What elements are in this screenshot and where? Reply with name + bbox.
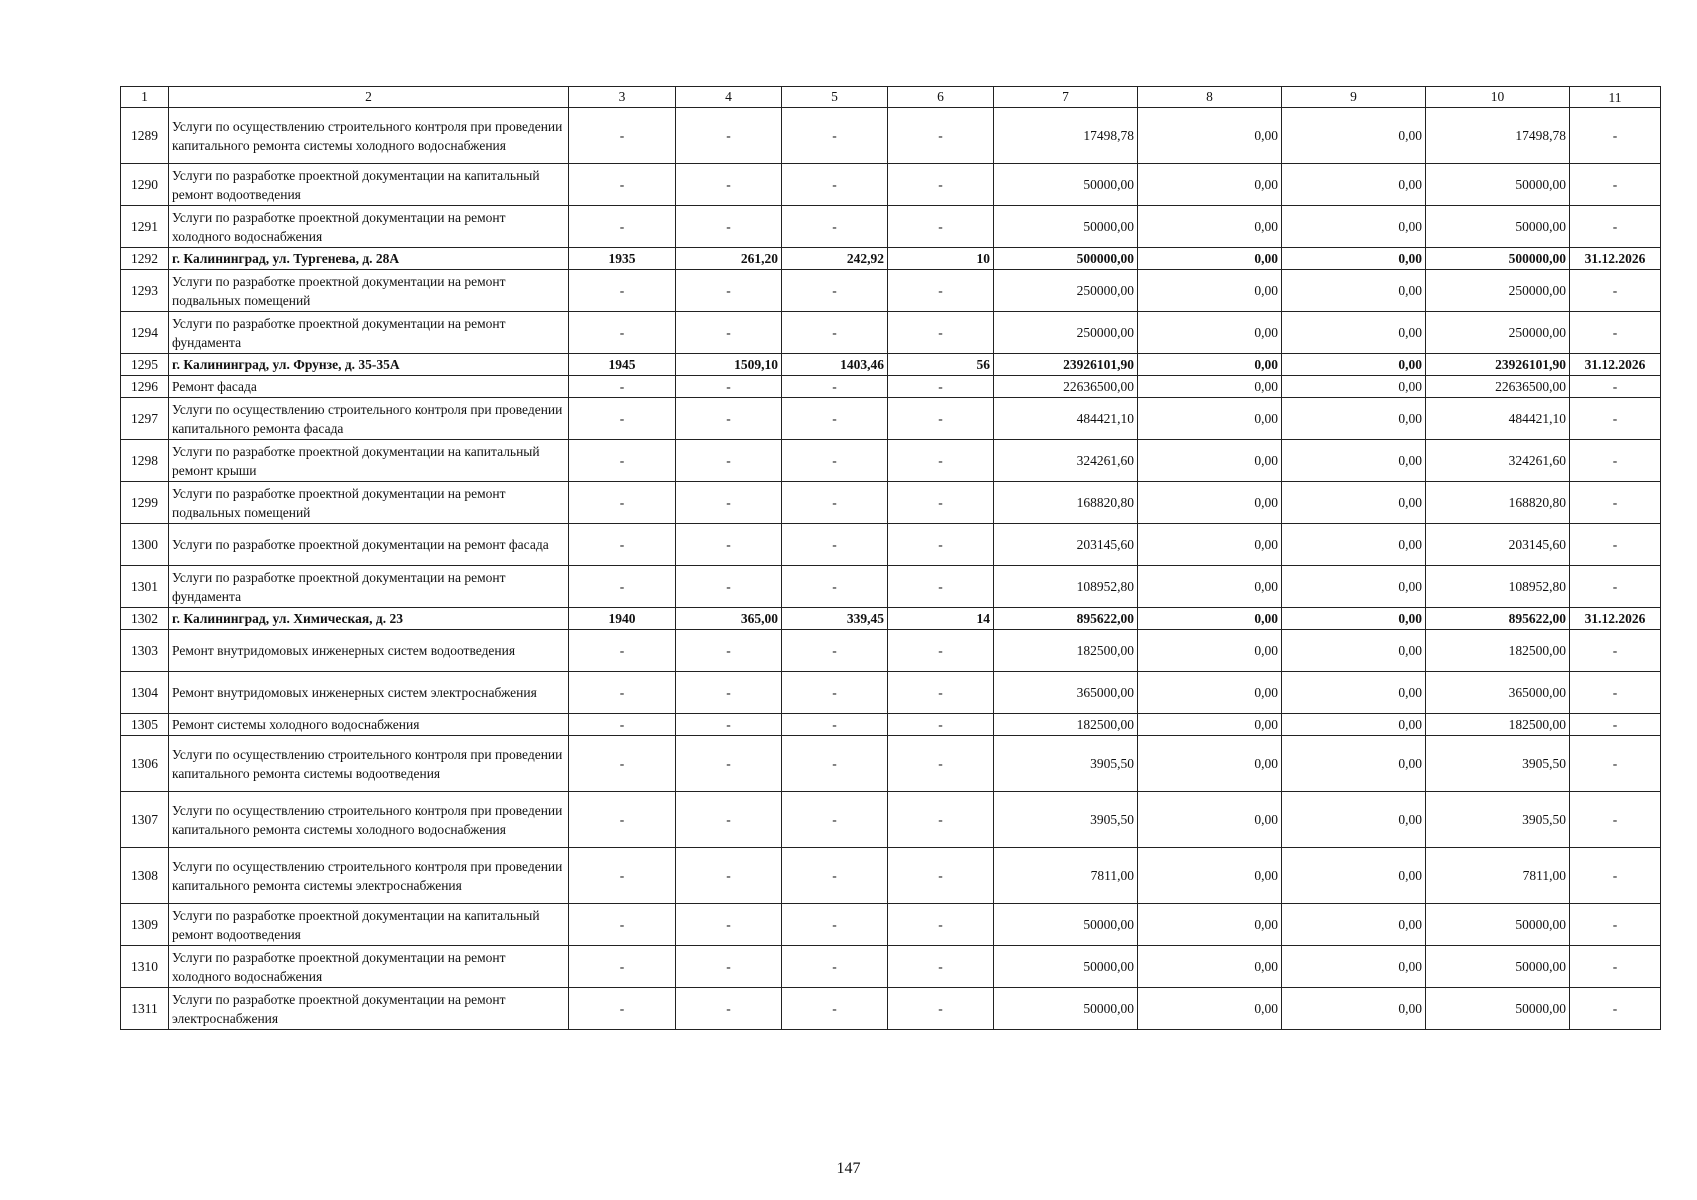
cell-col-10: 3905,50 (1426, 736, 1570, 792)
cell-col-10: 365000,00 (1426, 672, 1570, 714)
cell-col-8: 0,00 (1138, 630, 1282, 672)
cell-col-3: - (569, 566, 676, 608)
cell-col-7: 50000,00 (994, 988, 1138, 1030)
row-number: 1309 (121, 904, 169, 946)
cell-col-7: 895622,00 (994, 608, 1138, 630)
cell-col-5: - (782, 270, 888, 312)
cell-col-10: 7811,00 (1426, 848, 1570, 904)
cell-col-10: 50000,00 (1426, 904, 1570, 946)
cell-col-7: 500000,00 (994, 248, 1138, 270)
cell-col-4: - (676, 630, 782, 672)
cell-col-3: - (569, 164, 676, 206)
cell-col-5: - (782, 524, 888, 566)
work-description: Услуги по осуществлению строительного контроля при проведении капитального ремонта системы электроснабжения (169, 848, 569, 904)
row-number: 1306 (121, 736, 169, 792)
cell-col-8: 0,00 (1138, 108, 1282, 164)
cell-col-7: 324261,60 (994, 440, 1138, 482)
work-description: Услуги по разработке проектной документации на ремонт холодного водоснабжения (169, 206, 569, 248)
cell-col-7: 7811,00 (994, 848, 1138, 904)
cell-col-11: - (1570, 672, 1661, 714)
cell-col-3: - (569, 630, 676, 672)
work-item-row (121, 714, 1661, 736)
cell-col-5: - (782, 792, 888, 848)
cell-col-6: - (888, 946, 994, 988)
cell-col-6: - (888, 736, 994, 792)
cell-col-5: - (782, 398, 888, 440)
cell-col-10: 500000,00 (1426, 248, 1570, 270)
work-description: Услуги по разработке проектной документации на ремонт электроснабжения (169, 988, 569, 1030)
cell-col-6: - (888, 672, 994, 714)
cell-col-5: - (782, 376, 888, 398)
cell-col-5: - (782, 108, 888, 164)
cell-col-8: 0,00 (1138, 714, 1282, 736)
cell-col-9: 0,00 (1282, 988, 1426, 1030)
cell-col-8: 0,00 (1138, 946, 1282, 988)
cell-col-7: 108952,80 (994, 566, 1138, 608)
cell-col-7: 3905,50 (994, 792, 1138, 848)
cell-col-3: - (569, 206, 676, 248)
cell-col-5: 1403,46 (782, 354, 888, 376)
cell-col-4: - (676, 736, 782, 792)
cell-col-9: 0,00 (1282, 206, 1426, 248)
cell-col-10: 50000,00 (1426, 164, 1570, 206)
cell-col-10: 324261,60 (1426, 440, 1570, 482)
cell-col-3: - (569, 270, 676, 312)
work-item-row (121, 108, 1661, 164)
cell-col-4: - (676, 946, 782, 988)
cell-col-9: 0,00 (1282, 904, 1426, 946)
cell-col-11: - (1570, 270, 1661, 312)
cell-col-11: - (1570, 988, 1661, 1030)
row-number: 1292 (121, 248, 169, 270)
cell-col-7: 182500,00 (994, 630, 1138, 672)
cell-col-6: - (888, 714, 994, 736)
cell-col-6: - (888, 848, 994, 904)
cell-col-10: 182500,00 (1426, 630, 1570, 672)
cell-col-6: - (888, 904, 994, 946)
cell-col-7: 50000,00 (994, 946, 1138, 988)
cell-col-8: 0,00 (1138, 736, 1282, 792)
work-item-row (121, 482, 1661, 524)
cell-col-4: - (676, 376, 782, 398)
cell-col-11: - (1570, 792, 1661, 848)
cell-col-8: 0,00 (1138, 608, 1282, 630)
work-item-row (121, 398, 1661, 440)
address-row (121, 248, 1661, 270)
page-number: 147 (836, 1160, 861, 1177)
cell-col-6: - (888, 312, 994, 354)
cell-col-3: - (569, 792, 676, 848)
cell-col-3: - (569, 524, 676, 566)
column-number: 4 (676, 87, 782, 108)
work-item-row (121, 566, 1661, 608)
cell-col-4: - (676, 848, 782, 904)
cell-col-5: - (782, 312, 888, 354)
cell-col-3: - (569, 440, 676, 482)
cell-col-3: 1940 (569, 608, 676, 630)
cell-col-5: - (782, 164, 888, 206)
row-number: 1290 (121, 164, 169, 206)
cell-col-11: - (1570, 904, 1661, 946)
work-description: Ремонт внутридомовых инженерных систем электроснабжения (169, 672, 569, 714)
cell-col-4: 261,20 (676, 248, 782, 270)
cell-col-3: - (569, 376, 676, 398)
cell-col-5: - (782, 946, 888, 988)
column-number: 11 (1570, 87, 1661, 108)
row-number: 1307 (121, 792, 169, 848)
cell-col-10: 3905,50 (1426, 792, 1570, 848)
cell-col-7: 182500,00 (994, 714, 1138, 736)
address-row (121, 608, 1661, 630)
cell-col-3: - (569, 672, 676, 714)
cell-col-10: 250000,00 (1426, 312, 1570, 354)
cell-col-9: 0,00 (1282, 672, 1426, 714)
cell-col-11: 31.12.2026 (1570, 354, 1661, 376)
cell-col-6: 56 (888, 354, 994, 376)
cell-col-6: - (888, 108, 994, 164)
work-description: г. Калининград, ул. Химическая, д. 23 (169, 608, 569, 630)
cell-col-9: 0,00 (1282, 248, 1426, 270)
cell-col-8: 0,00 (1138, 904, 1282, 946)
row-number: 1300 (121, 524, 169, 566)
cell-col-10: 250000,00 (1426, 270, 1570, 312)
cell-col-3: - (569, 714, 676, 736)
cell-col-9: 0,00 (1282, 312, 1426, 354)
cell-col-6: 14 (888, 608, 994, 630)
cell-col-9: 0,00 (1282, 714, 1426, 736)
work-description: Услуги по разработке проектной документации на ремонт подвальных помещений (169, 482, 569, 524)
column-number: 6 (888, 87, 994, 108)
row-number: 1302 (121, 608, 169, 630)
cell-col-11: - (1570, 164, 1661, 206)
cell-col-11: - (1570, 440, 1661, 482)
work-description: Услуги по осуществлению строительного контроля при проведении капитального ремонта системы холодного водоснабжения (169, 792, 569, 848)
work-item-row (121, 848, 1661, 904)
cell-col-4: - (676, 672, 782, 714)
row-number: 1295 (121, 354, 169, 376)
work-description: Услуги по осуществлению строительного контроля при проведении капитального ремонта системы холодного водоснабжения (169, 108, 569, 164)
row-number: 1305 (121, 714, 169, 736)
work-description: г. Калининград, ул. Тургенева, д. 28А (169, 248, 569, 270)
cell-col-11: - (1570, 848, 1661, 904)
row-number: 1299 (121, 482, 169, 524)
cell-col-7: 3905,50 (994, 736, 1138, 792)
cell-col-11: - (1570, 376, 1661, 398)
cell-col-9: 0,00 (1282, 164, 1426, 206)
cell-col-3: - (569, 848, 676, 904)
cell-col-6: - (888, 566, 994, 608)
cell-col-10: 182500,00 (1426, 714, 1570, 736)
cell-col-9: 0,00 (1282, 630, 1426, 672)
cell-col-9: 0,00 (1282, 608, 1426, 630)
cell-col-8: 0,00 (1138, 206, 1282, 248)
work-description: Ремонт фасада (169, 376, 569, 398)
cell-col-5: 242,92 (782, 248, 888, 270)
cell-col-9: 0,00 (1282, 524, 1426, 566)
address-row (121, 354, 1661, 376)
work-item-row (121, 988, 1661, 1030)
cell-col-9: 0,00 (1282, 354, 1426, 376)
cell-col-6: - (888, 164, 994, 206)
cell-col-5: - (782, 736, 888, 792)
row-number: 1293 (121, 270, 169, 312)
cell-col-10: 17498,78 (1426, 108, 1570, 164)
cell-col-11: - (1570, 108, 1661, 164)
cell-col-4: - (676, 792, 782, 848)
cell-col-5: - (782, 672, 888, 714)
row-number: 1289 (121, 108, 169, 164)
cell-col-5: - (782, 848, 888, 904)
cell-col-7: 50000,00 (994, 164, 1138, 206)
cell-col-11: - (1570, 482, 1661, 524)
cell-col-4: - (676, 206, 782, 248)
row-number: 1303 (121, 630, 169, 672)
work-item-row (121, 792, 1661, 848)
work-item-row (121, 736, 1661, 792)
cell-col-3: - (569, 946, 676, 988)
cell-col-8: 0,00 (1138, 164, 1282, 206)
cell-col-6: - (888, 792, 994, 848)
cell-col-9: 0,00 (1282, 398, 1426, 440)
cell-col-6: - (888, 206, 994, 248)
column-number: 2 (169, 87, 569, 108)
cell-col-9: 0,00 (1282, 482, 1426, 524)
cell-col-10: 108952,80 (1426, 566, 1570, 608)
row-number: 1311 (121, 988, 169, 1030)
work-item-row (121, 630, 1661, 672)
cell-col-10: 203145,60 (1426, 524, 1570, 566)
cell-col-9: 0,00 (1282, 108, 1426, 164)
work-description: Услуги по разработке проектной документации на капитальный ремонт крыши (169, 440, 569, 482)
cell-col-4: - (676, 164, 782, 206)
cell-col-9: 0,00 (1282, 946, 1426, 988)
cell-col-8: 0,00 (1138, 524, 1282, 566)
cell-col-7: 23926101,90 (994, 354, 1138, 376)
work-item-row (121, 270, 1661, 312)
cell-col-7: 50000,00 (994, 206, 1138, 248)
column-number: 5 (782, 87, 888, 108)
cell-col-6: - (888, 630, 994, 672)
cell-col-11: - (1570, 736, 1661, 792)
cell-col-6: - (888, 376, 994, 398)
cell-col-3: - (569, 736, 676, 792)
cell-col-3: - (569, 312, 676, 354)
cell-col-4: - (676, 988, 782, 1030)
work-item-row (121, 376, 1661, 398)
cell-col-11: - (1570, 946, 1661, 988)
column-number: 9 (1282, 87, 1426, 108)
cell-col-3: 1935 (569, 248, 676, 270)
cell-col-4: - (676, 524, 782, 566)
cell-col-9: 0,00 (1282, 792, 1426, 848)
cell-col-5: - (782, 206, 888, 248)
column-number: 8 (1138, 87, 1282, 108)
column-number: 3 (569, 87, 676, 108)
work-description: Услуги по разработке проектной документации на ремонт подвальных помещений (169, 270, 569, 312)
cell-col-4: - (676, 714, 782, 736)
cell-col-4: - (676, 440, 782, 482)
column-number-row (121, 87, 1661, 108)
work-description: Ремонт внутридомовых инженерных систем водоотведения (169, 630, 569, 672)
cell-col-3: - (569, 904, 676, 946)
cell-col-10: 50000,00 (1426, 988, 1570, 1030)
cell-col-7: 50000,00 (994, 904, 1138, 946)
cell-col-7: 22636500,00 (994, 376, 1138, 398)
work-item-row (121, 672, 1661, 714)
cell-col-6: 10 (888, 248, 994, 270)
repair-program-table (120, 86, 1661, 1030)
cell-col-10: 168820,80 (1426, 482, 1570, 524)
cell-col-5: - (782, 440, 888, 482)
cell-col-9: 0,00 (1282, 736, 1426, 792)
work-item-row (121, 904, 1661, 946)
cell-col-9: 0,00 (1282, 848, 1426, 904)
work-description: г. Калининград, ул. Фрунзе, д. 35-35А (169, 354, 569, 376)
cell-col-7: 484421,10 (994, 398, 1138, 440)
work-item-row (121, 164, 1661, 206)
row-number: 1310 (121, 946, 169, 988)
row-number: 1308 (121, 848, 169, 904)
cell-col-8: 0,00 (1138, 792, 1282, 848)
cell-col-7: 203145,60 (994, 524, 1138, 566)
cell-col-5: - (782, 904, 888, 946)
work-item-row (121, 206, 1661, 248)
cell-col-8: 0,00 (1138, 312, 1282, 354)
cell-col-5: - (782, 714, 888, 736)
cell-col-11: - (1570, 206, 1661, 248)
cell-col-11: 31.12.2026 (1570, 608, 1661, 630)
work-description: Услуги по разработке проектной документации на капитальный ремонт водоотведения (169, 904, 569, 946)
cell-col-4: - (676, 312, 782, 354)
column-number: 1 (121, 87, 169, 108)
cell-col-8: 0,00 (1138, 354, 1282, 376)
cell-col-6: - (888, 988, 994, 1030)
work-item-row (121, 524, 1661, 566)
column-number: 7 (994, 87, 1138, 108)
work-description: Услуги по разработке проектной документации на ремонт фасада (169, 524, 569, 566)
cell-col-4: 1509,10 (676, 354, 782, 376)
cell-col-8: 0,00 (1138, 988, 1282, 1030)
cell-col-11: - (1570, 630, 1661, 672)
cell-col-4: - (676, 108, 782, 164)
cell-col-11: - (1570, 714, 1661, 736)
cell-col-11: - (1570, 524, 1661, 566)
cell-col-3: - (569, 398, 676, 440)
cell-col-11: - (1570, 398, 1661, 440)
cell-col-11: - (1570, 312, 1661, 354)
cell-col-7: 250000,00 (994, 312, 1138, 354)
work-description: Услуги по осуществлению строительного контроля при проведении капитального ремонта фасада (169, 398, 569, 440)
cell-col-7: 365000,00 (994, 672, 1138, 714)
cell-col-8: 0,00 (1138, 248, 1282, 270)
cell-col-4: - (676, 270, 782, 312)
cell-col-6: - (888, 482, 994, 524)
cell-col-8: 0,00 (1138, 848, 1282, 904)
row-number: 1304 (121, 672, 169, 714)
cell-col-10: 484421,10 (1426, 398, 1570, 440)
cell-col-6: - (888, 270, 994, 312)
cell-col-4: - (676, 482, 782, 524)
cell-col-8: 0,00 (1138, 398, 1282, 440)
cell-col-5: - (782, 482, 888, 524)
cell-col-11: 31.12.2026 (1570, 248, 1661, 270)
work-item-row (121, 440, 1661, 482)
cell-col-8: 0,00 (1138, 566, 1282, 608)
cell-col-3: 1945 (569, 354, 676, 376)
cell-col-5: - (782, 566, 888, 608)
cell-col-7: 250000,00 (994, 270, 1138, 312)
cell-col-9: 0,00 (1282, 376, 1426, 398)
cell-col-4: - (676, 566, 782, 608)
work-description: Услуги по разработке проектной документации на ремонт фундамента (169, 312, 569, 354)
cell-col-11: - (1570, 566, 1661, 608)
cell-col-10: 50000,00 (1426, 206, 1570, 248)
cell-col-9: 0,00 (1282, 566, 1426, 608)
cell-col-9: 0,00 (1282, 440, 1426, 482)
cell-col-8: 0,00 (1138, 482, 1282, 524)
work-description: Услуги по осуществлению строительного контроля при проведении капитального ремонта системы водоотведения (169, 736, 569, 792)
cell-col-10: 50000,00 (1426, 946, 1570, 988)
cell-col-6: - (888, 398, 994, 440)
cell-col-8: 0,00 (1138, 270, 1282, 312)
row-number: 1291 (121, 206, 169, 248)
cell-col-8: 0,00 (1138, 672, 1282, 714)
cell-col-7: 17498,78 (994, 108, 1138, 164)
work-item-row (121, 312, 1661, 354)
row-number: 1301 (121, 566, 169, 608)
cell-col-3: - (569, 482, 676, 524)
cell-col-3: - (569, 988, 676, 1030)
cell-col-8: 0,00 (1138, 376, 1282, 398)
work-item-row (121, 946, 1661, 988)
row-number: 1297 (121, 398, 169, 440)
row-number: 1296 (121, 376, 169, 398)
cell-col-3: - (569, 108, 676, 164)
cell-col-9: 0,00 (1282, 270, 1426, 312)
cell-col-6: - (888, 440, 994, 482)
work-description: Услуги по разработке проектной документации на капитальный ремонт водоотведения (169, 164, 569, 206)
work-description: Ремонт системы холодного водоснабжения (169, 714, 569, 736)
cell-col-6: - (888, 524, 994, 566)
work-description: Услуги по разработке проектной документации на ремонт холодного водоснабжения (169, 946, 569, 988)
cell-col-10: 895622,00 (1426, 608, 1570, 630)
cell-col-4: 365,00 (676, 608, 782, 630)
row-number: 1298 (121, 440, 169, 482)
cell-col-5: - (782, 630, 888, 672)
row-number: 1294 (121, 312, 169, 354)
cell-col-5: - (782, 988, 888, 1030)
column-number: 10 (1426, 87, 1570, 108)
cell-col-5: 339,45 (782, 608, 888, 630)
cell-col-7: 168820,80 (994, 482, 1138, 524)
cell-col-4: - (676, 398, 782, 440)
cell-col-10: 23926101,90 (1426, 354, 1570, 376)
cell-col-10: 22636500,00 (1426, 376, 1570, 398)
work-description: Услуги по разработке проектной документации на ремонт фундамента (169, 566, 569, 608)
cell-col-4: - (676, 904, 782, 946)
cell-col-8: 0,00 (1138, 440, 1282, 482)
